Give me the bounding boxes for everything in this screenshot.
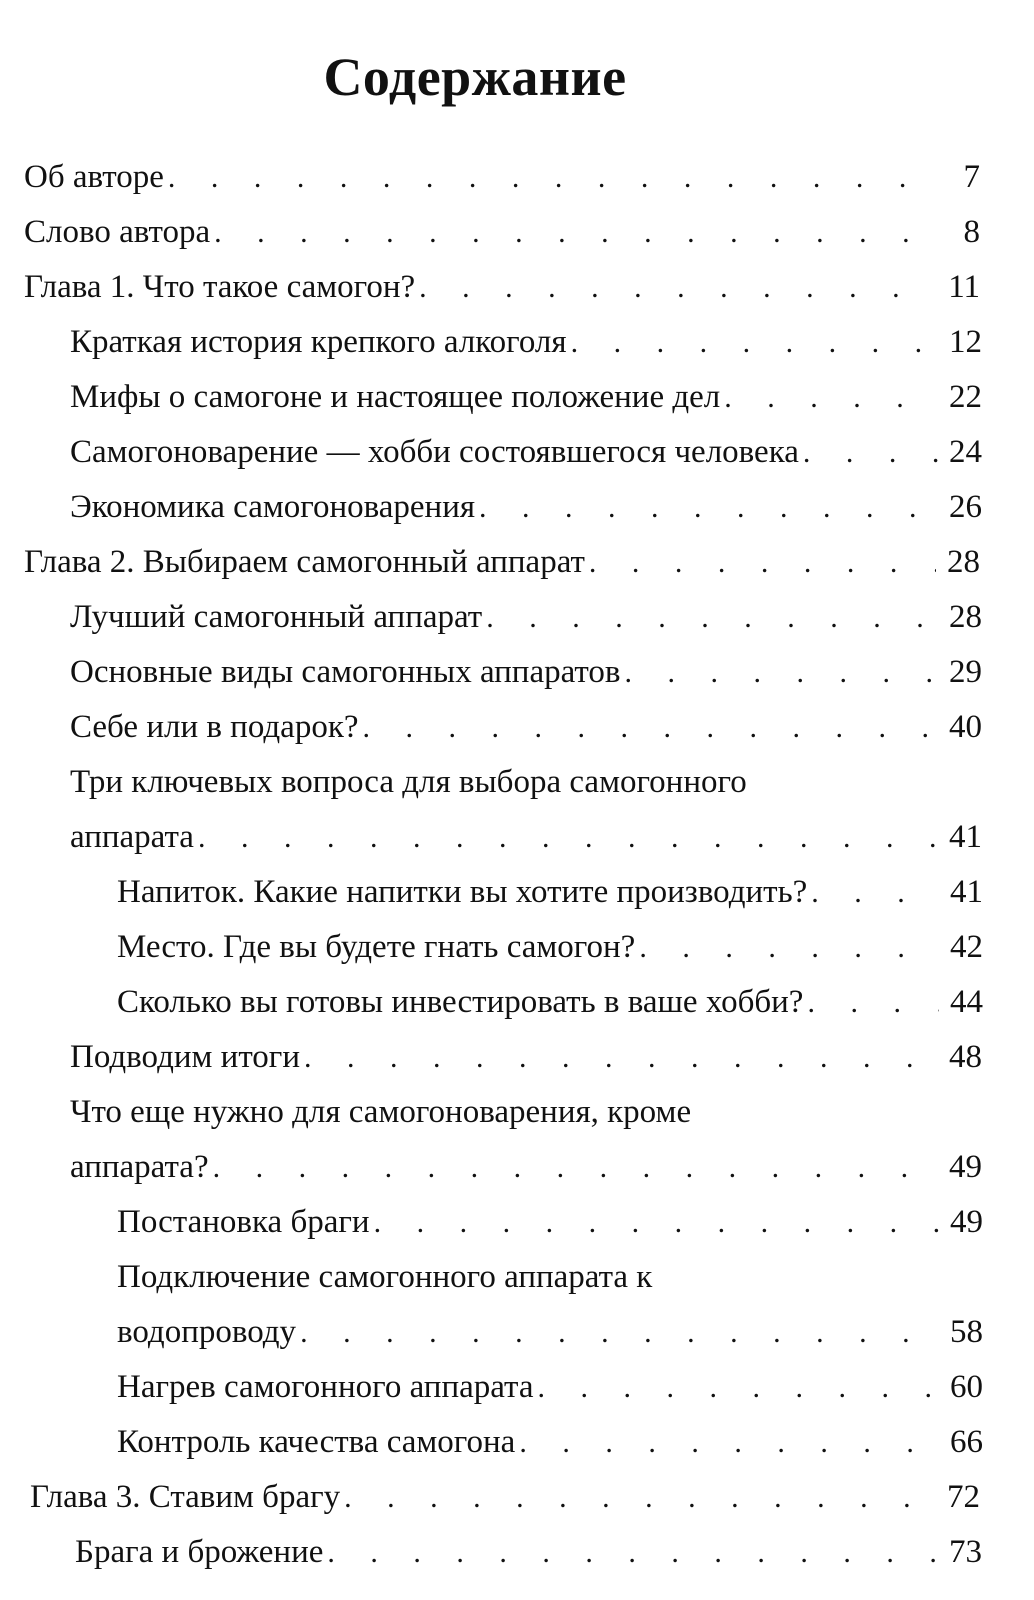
toc-subsection-entry: [117, 920, 1034, 975]
toc-section-entry: [70, 1085, 1034, 1195]
toc-page-number: 8: [963, 214, 980, 250]
toc-entry-title: Напиток. Какие напитки вы хотите производить?: [117, 874, 808, 910]
dot-leader: [419, 260, 936, 315]
toc-page-number: 49: [950, 1204, 983, 1240]
toc-chapter-entry: [24, 535, 1034, 590]
dot-leader: [519, 1415, 939, 1470]
dot-leader: [168, 150, 936, 205]
dot-leader: [639, 920, 939, 975]
toc-chapter-entry: [30, 1470, 1034, 1525]
toc-entry-title-line2: аппарата: [70, 819, 194, 855]
toc-entry-title: Подводим итоги: [70, 1039, 301, 1075]
toc-chapter-entry: [24, 260, 1034, 315]
toc-entry-title-line2: аппарата?: [70, 1149, 209, 1185]
toc-entry-title: Об авторе: [24, 159, 164, 195]
toc-section-entry: [70, 755, 1034, 865]
dot-leader: [803, 425, 938, 480]
toc-section-entry: [70, 315, 1034, 370]
dot-leader: [724, 370, 938, 425]
toc-page-number: 49: [949, 1149, 982, 1185]
dot-leader: [374, 1195, 939, 1250]
toc-page-number: 26: [949, 489, 982, 525]
toc-page-number: 12: [949, 324, 982, 360]
toc-entry-title: Экономика самогоноварения: [70, 489, 476, 525]
dot-leader: [327, 1525, 938, 1580]
dot-leader: [304, 1030, 938, 1085]
toc-page-number: 29: [949, 654, 982, 690]
toc-section-entry: [70, 425, 1034, 480]
toc-page-number: 7: [963, 159, 980, 195]
dot-leader: [624, 645, 938, 700]
toc-subsection-entry: [117, 975, 1034, 1030]
toc-page-number: 73: [949, 1534, 982, 1570]
toc-entry-title-line1: Три ключевых вопроса для выбора самогонного: [70, 764, 747, 800]
dot-leader: [300, 1305, 939, 1360]
toc-entry-title: Основные виды самогонных аппаратов: [70, 654, 621, 690]
toc-entry-title: Слово автора: [24, 214, 211, 250]
toc-entry-title: Краткая история крепкого алкоголя: [70, 324, 567, 360]
dot-leader: [344, 1470, 936, 1525]
toc-subsection-entry: [117, 1195, 1034, 1250]
toc-page-number: 66: [950, 1424, 983, 1460]
toc-section-entry: [75, 1525, 1034, 1580]
toc-entry-title-line2: водопроводу: [117, 1314, 297, 1350]
toc-page-number: 60: [950, 1369, 983, 1405]
toc-entry: [24, 205, 1034, 260]
dot-leader: [486, 590, 938, 645]
dot-leader: [571, 315, 938, 370]
toc-entry-title-line1: Подключение самогонного аппарата к: [117, 1259, 653, 1295]
toc-entry-title: Глава 3. Ставим брагу: [30, 1479, 341, 1515]
toc-section-entry: [70, 700, 1034, 755]
toc-entry-title-line1: Что еще нужно для самогоноварения, кроме: [70, 1094, 692, 1130]
toc-subsection-entry: [117, 1415, 1034, 1470]
dot-leader: [479, 480, 938, 535]
toc-page-number: 72: [947, 1479, 980, 1515]
toc-page-number: 42: [950, 929, 983, 965]
toc-page-number: 28: [947, 544, 980, 580]
toc-entry: [24, 150, 1034, 205]
dot-leader: [214, 205, 936, 260]
toc-page-number: 40: [949, 709, 982, 745]
toc-entry-title: Контроль качества самогона: [117, 1424, 516, 1460]
toc-page-number: 48: [949, 1039, 982, 1075]
toc-page-number: 28: [949, 599, 982, 635]
toc-section-entry: [70, 1030, 1034, 1085]
page-title: Содержание: [323, 47, 627, 107]
toc-entry-title: Лучший самогонный аппарат: [70, 599, 483, 635]
toc-page-number: 44: [950, 984, 983, 1020]
toc-entry-title: Нагрев самогонного аппарата: [117, 1369, 534, 1405]
toc-entry-title: Брага и брожение: [75, 1534, 324, 1570]
toc-entry-title: Сколько вы готовы инвестировать в ваше хобби?: [117, 984, 804, 1020]
dot-leader: [213, 1140, 938, 1195]
toc-page-number: 24: [949, 434, 982, 470]
dot-leader: [198, 810, 938, 865]
toc-subsection-entry: [117, 1250, 1034, 1360]
dot-leader: [363, 700, 938, 755]
toc-entry-title: Мифы о самогоне и настоящее положение дел: [70, 379, 721, 415]
toc-subsection-entry: [117, 865, 1034, 920]
toc-entry-title: Глава 2. Выбираем самогонный аппарат: [24, 544, 585, 580]
toc-page-number: 41: [949, 819, 982, 855]
table-of-contents: [0, 150, 1034, 1580]
dot-leader: [589, 535, 936, 590]
toc-section-entry: [70, 590, 1034, 645]
toc-page-number: 11: [948, 269, 980, 305]
toc-entry-title: Глава 1. Что такое самогон?: [24, 269, 416, 305]
toc-page-number: 22: [949, 379, 982, 415]
dot-leader: [811, 865, 939, 920]
toc-entry-title: Постановка браги: [117, 1204, 370, 1240]
toc-page-number: 41: [950, 874, 983, 910]
toc-entry-title: Самогоноварение — хобби состоявшегося человека: [70, 434, 799, 470]
toc-section-entry: [70, 645, 1034, 700]
dot-leader: [538, 1360, 939, 1415]
toc-page-number: 58: [950, 1314, 983, 1350]
toc-entry-title: Место. Где вы будете гнать самогон?: [117, 929, 636, 965]
toc-section-entry: [70, 480, 1034, 535]
toc-entry-title: Себе или в подарок?: [70, 709, 359, 745]
toc-section-entry: [70, 370, 1034, 425]
toc-subsection-entry: [117, 1360, 1034, 1415]
dot-leader: [807, 975, 939, 1030]
